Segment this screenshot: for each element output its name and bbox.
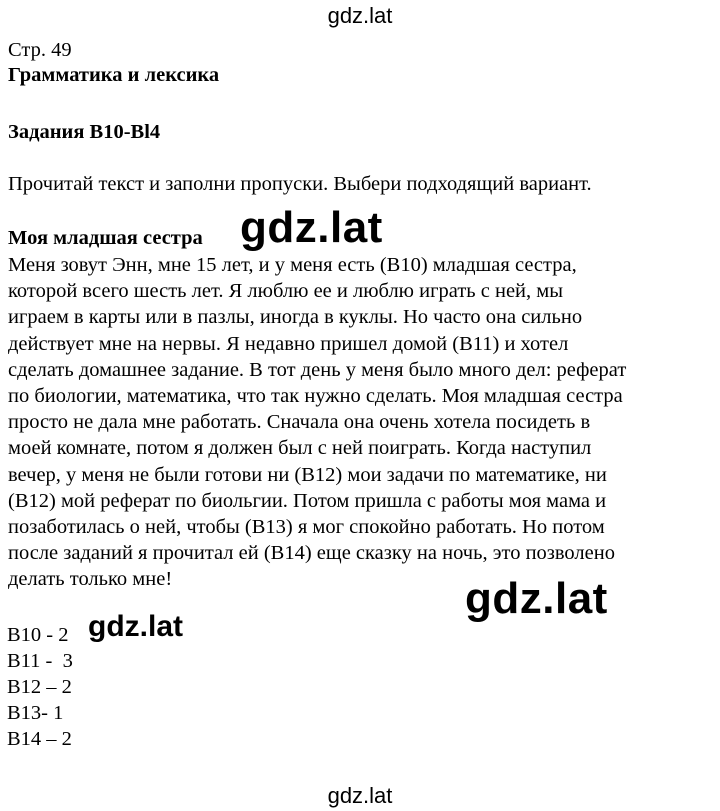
answer-item: В10 - 2: [7, 624, 69, 646]
section-title: Грамматика и лексика: [8, 64, 220, 86]
tasks-title: Задания В10-Bl4: [8, 121, 161, 143]
story-body: [8, 252, 626, 593]
story-line: просто не дала мне работать. Сначала она очень хотела посидеть в: [8, 411, 591, 434]
header-watermark: gdz.lat: [327, 3, 393, 28]
story-line: сделать домашнее задание. В тот день у меня было много дел: реферат: [8, 358, 627, 381]
story-line: действует мне на нервы. Я недавно пришел домой (В11) и хотел: [8, 332, 569, 355]
story-line: играем в карты или в пазлы, иногда в куклы. Но часто она сильно: [8, 306, 583, 329]
story-line: Меня зовут Энн, мне 15 лет, и у меня есть (В10) младшая сестра,: [8, 254, 577, 276]
answers-list: [7, 622, 73, 752]
story-line: вечер, у меня не были готови ни (В12) мои задачи по математике, ни: [8, 463, 607, 486]
watermark-title-overlay: gdz.lat: [240, 203, 383, 252]
story-line: после заданий я прочитал ей (В14) еще сказку на ночь, это позволено: [8, 542, 615, 565]
footer-watermark: gdz.lat: [327, 783, 393, 808]
answer-item: В12 – 2: [7, 676, 72, 698]
instruction-text: Прочитай текст и заполни пропуски. Выбери подходящий вариант.: [8, 173, 592, 195]
answer-item: В13- 1: [7, 702, 64, 724]
story-line: которой всего шесть лет. Я люблю ее и люблю играть с ней, мы: [8, 280, 564, 303]
story-title: Моя младшая сестра: [8, 227, 203, 249]
story-line: (В12) мой реферат по биольгии. Потом пришла с работы моя мама и: [8, 489, 607, 512]
page-reference: Стр. 49: [8, 39, 72, 61]
story-line: позаботилась о ней, чтобы (В13) я мог спокойно работать. Но потом: [8, 516, 605, 539]
watermark-right-overlay: gdz.lat: [465, 574, 608, 623]
story-line: по биологии, математика, что так нужно сделать. Моя младшая сестра: [8, 385, 623, 408]
watermark-answers-overlay: gdz.lat: [88, 610, 183, 643]
answer-item: В14 – 2: [7, 728, 72, 750]
answer-item: В11 - 3: [7, 650, 73, 672]
story-line: моей комнате, потом я должен был с ней поиграть. Когда наступил: [8, 437, 592, 460]
story-line: делать только мне!: [8, 568, 173, 591]
